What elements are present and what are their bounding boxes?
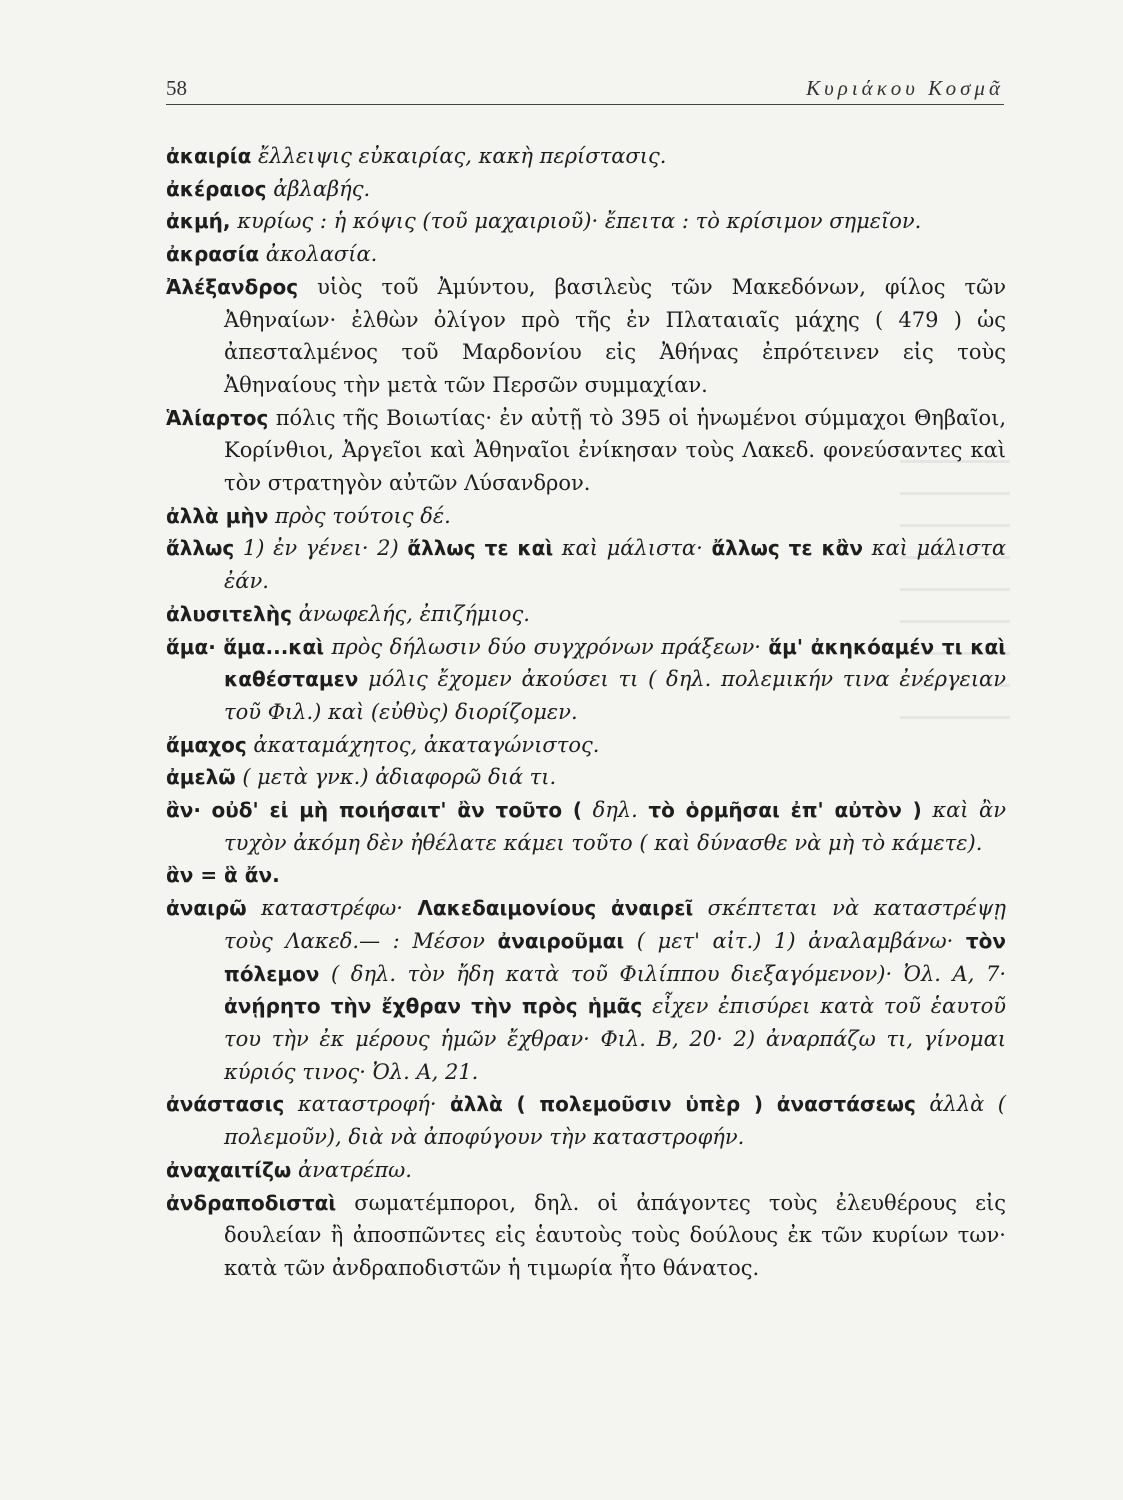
definition: ἀβλαβής. xyxy=(266,176,371,201)
headword: ἂν = ἃ ἄν. xyxy=(166,863,280,888)
definition: ἔλλειψις εὐκαιρίας, κακὴ περίστασις. xyxy=(251,144,667,168)
entry-anastasis xyxy=(166,1088,1006,1153)
headword: ἀμελῶ xyxy=(166,765,236,790)
headword: ἀλυσιτελὴς xyxy=(166,601,292,626)
definition: κυρίως : ἡ κόψις (τοῦ μαχαιριοῦ)· ἔπειτα : τὸ κρίσιμον σημεῖον. xyxy=(230,209,922,234)
definition: καὶ μάλιστα· xyxy=(553,536,712,561)
entry-akairia xyxy=(166,140,1006,173)
definition xyxy=(201,798,212,822)
phrase: τὸν πόλεμον xyxy=(224,928,1006,986)
entry-alla-men xyxy=(166,500,1006,533)
definition: 1) ἐν γένει· 2) xyxy=(234,536,408,561)
definition: καὶ ἂν τυχὸν ἀκόμη δὲν ἠθέλατε κάμει τοῦτο ( καὶ δύνασθε νὰ μὴ τὸ κάμετε). xyxy=(224,798,1007,855)
entry-alysiteles xyxy=(166,598,1006,631)
entry-alexandros xyxy=(166,271,1006,402)
headword: ἄλλως xyxy=(166,536,235,561)
headword: ἂν· xyxy=(166,798,201,823)
definition: ἀνατρέπω. xyxy=(291,1157,412,1182)
definition: ( μετὰ γνκ.) ἀδιαφορῶ διά τι. xyxy=(235,765,557,790)
headword: ἅμα· xyxy=(166,634,216,659)
entry-an-ha-an xyxy=(166,859,1006,892)
entry-hama xyxy=(166,631,1006,729)
definition: δηλ. xyxy=(582,798,649,823)
headword: ἀκμή, xyxy=(166,209,231,234)
definition: καταστρέφω· xyxy=(246,896,418,921)
definition: ( μετ' αἰτ.) 1) ἀναλαμβάνω· xyxy=(624,928,966,953)
phrase: ἄλλως τε καὶ xyxy=(407,536,554,561)
phrase: ἅμα...καὶ xyxy=(223,634,325,659)
headword: ἀνάστασις xyxy=(166,1092,285,1117)
phrase: ἀναιροῦμαι xyxy=(497,928,625,953)
definition: καὶ μάλιστα ἐάν. xyxy=(224,536,1007,594)
definition: πρὸς δήλωσιν δύο συγχρόνων πράξεων· xyxy=(324,634,769,659)
headword: ἄμαχος xyxy=(166,732,247,757)
headword: Ἀλέξανδρος xyxy=(166,274,299,299)
definition: πόλις τῆς Βοιωτίας· ἐν αὐτῇ τὸ 395 οἱ ἡνωμένοι σύμμαχοι Θηβαῖοι, Κορίνθιοι, Ἀργεῖοι καὶ Ἀθηναῖοι ἐνίκησαν τοὺς Λακεδ. φονεύσαντες καὶ τὸν στρατηγὸν αὐτῶν Λύσανδρον. xyxy=(224,405,1006,496)
phrase: Λακεδαιμονίους ἀναιρεῖ xyxy=(417,896,694,921)
headword: ἀκέραιος xyxy=(166,176,267,201)
entry-anairo xyxy=(166,892,1006,1088)
definition: ἀκολασία. xyxy=(259,242,378,267)
running-title: Κυριάκου Κοσμᾶ xyxy=(806,76,1004,100)
definition: καταστροφή· xyxy=(284,1092,450,1117)
headword: ἀναχαιτίζω xyxy=(166,1157,292,1182)
page-number: 58 xyxy=(166,76,187,100)
dictionary-entries xyxy=(166,140,1006,1285)
definition: υἱὸς τοῦ Ἀμύντου, βασιλεὺς τῶν Μακεδόνων, φίλος τῶν Ἀθηναίων· ἐλθὼν ὀλίγον πρὸ τῆς ἐν Πλαταιαῖς μάχης ( 479 ) ὡς ἀπεσταλμένος τοῦ Μαρδονίου εἰς Ἀθήνας ἐπρότεινεν εἰς τοὺς Ἀθηναίους τὴν μετὰ τῶν Περσῶν συμμαχίαν. xyxy=(224,274,1006,397)
definition: ( δηλ. τὸν ἤδη κατὰ τοῦ Φιλίππου διεξαγόμενον)· Ὀλ. Α, 7· xyxy=(319,961,1006,986)
definition: ἀκαταμάχητος, ἀκαταγώνιστος. xyxy=(246,732,600,757)
entry-akrasia xyxy=(166,238,1006,271)
phrase: ἀλλὰ ( πολεμοῦσιν ὑπὲρ ) ἀναστάσεως xyxy=(449,1092,916,1117)
headword: ἀνδραποδισταὶ xyxy=(166,1190,337,1215)
definition: μόλις ἔχομεν ἀκούσει τι ( δηλ. πολεμικήν τινα ἐνέργειαν τοῦ Φιλ.) καὶ (εὐθὺς) διορίζομεν. xyxy=(224,667,1006,724)
entry-allos xyxy=(166,532,1006,597)
definition: πρὸς τούτοις δέ. xyxy=(268,503,451,528)
definition: εἶχεν ἐπισύρει κατὰ τοῦ ἑαυτοῦ του τὴν ἐκ μέρους ἡμῶν ἔχθραν· Φιλ. Β, 20· 2) ἀναρπάζω τι, γίνομαι κύριός τινος· Ὀλ. Α, 21. xyxy=(224,994,1006,1084)
entry-akeraios xyxy=(166,173,1006,206)
entry-akme xyxy=(166,205,1006,238)
entry-amelo xyxy=(166,761,1006,794)
headword: ἀναιρῶ xyxy=(166,896,247,921)
definition: ἀλλὰ ( πολεμοῦν), διὰ νὰ ἀποφύγουν τὴν καταστροφήν. xyxy=(224,1092,1006,1150)
definition: ἀνωφελής, ἐπιζήμιος. xyxy=(291,601,530,626)
entry-anachaitizo xyxy=(166,1154,1006,1187)
headword: ἀλλὰ μὴν xyxy=(166,503,269,528)
definition: σωματέμποροι, δηλ. οἱ ἀπάγοντες τοὺς ἐλευθέρους εἰς δουλείαν ἢ ἀποσπῶντες εἰς ἑαυτοὺς τοὺς δούλους ἐκ τῶν κυρίων των· κατὰ τῶν ἀνδραποδιστῶν ἡ τιμωρία ἦτο θάνατος. xyxy=(224,1190,1006,1280)
entry-an xyxy=(166,794,1006,859)
entry-amachos xyxy=(166,729,1006,762)
phrase: ἅμ' ἀκηκόαμέν τι καὶ καθέσταμεν xyxy=(224,634,1006,692)
phrase: τὸ ὁρμῆσαι ἐπ' αὐτὸν ) xyxy=(648,798,922,823)
headword: Ἁλίαρτος xyxy=(166,405,269,430)
entry-andrapodistai xyxy=(166,1187,1006,1285)
definition: σκέπτεται νὰ καταστρέψῃ τοὺς Λακεδ.— : Μέσον xyxy=(224,896,1006,953)
entry-haliartos xyxy=(166,402,1006,500)
phrase: ἀνῄρητο τὴν ἔχθραν τὴν πρὸς ἡμᾶς xyxy=(224,994,643,1019)
phrase: ἄλλως τε κἂν xyxy=(711,536,864,561)
headword: ἀκαιρία xyxy=(166,144,252,168)
phrase: οὐδ' εἰ μὴ ποιήσαιτ' ἂν τοῦτο ( xyxy=(211,798,583,823)
headword: ἀκρασία xyxy=(166,242,260,267)
page-header xyxy=(166,74,1004,105)
